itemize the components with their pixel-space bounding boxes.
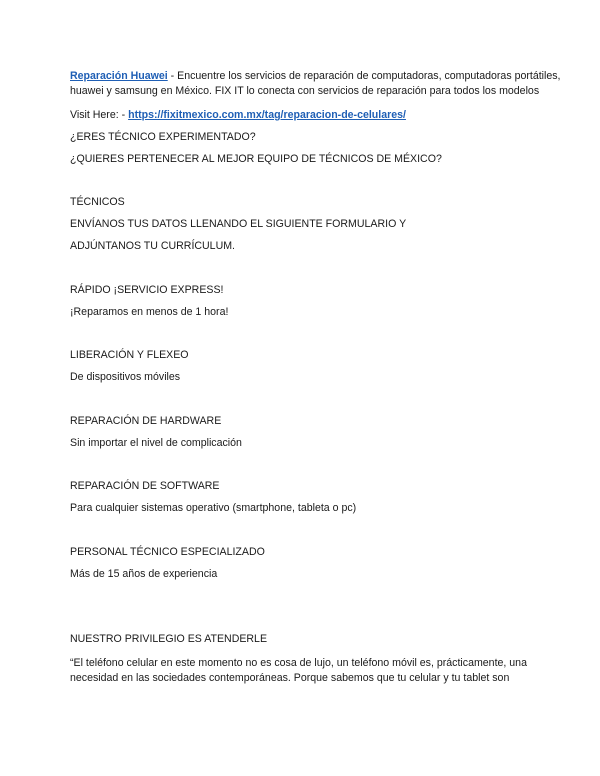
service-text-software: Para cualquier sistemas operativo (smartphone, tableta o pc) — [70, 502, 357, 514]
question-1: ¿ERES TÉCNICO EXPERIMENTADO? — [70, 131, 256, 143]
privilege-text-line-1: “El teléfono celular en este momento no es cosa de lujo, un teléfono móvil es, prácticamente, una — [70, 657, 527, 669]
tecnicos-heading: TÉCNICOS — [70, 196, 125, 208]
privilege-heading: NUESTRO PRIVILEGIO ES ATENDERLE — [70, 633, 268, 645]
intro-paragraph-line-2: huawei y samsung en México. FIX IT lo conecta con servicios de reparación para todos los modelos — [70, 85, 540, 97]
tecnicos-line-2: ADJÚNTANOS TU CURRÍCULUM. — [70, 240, 235, 252]
service-text-liberacion: De dispositivos móviles — [70, 371, 181, 383]
service-heading-software: REPARACIÓN DE SOFTWARE — [70, 480, 220, 492]
service-text-hardware: Sin importar el nivel de complicación — [70, 437, 242, 449]
intro-text-1: - Encuentre los servicios de reparación de computadoras, computadoras portátiles, — [167, 70, 561, 82]
service-text-express: ¡Reparamos en menos de 1 hora! — [70, 306, 229, 318]
visit-url-link[interactable]: https://fixitmexico.com.mx/tag/reparacion-de-celulares/ — [128, 109, 406, 121]
privilege-text-line-2: necesidad en las sociedades contemporáneas. Porque sabemos que tu celular y tu tablet son — [70, 672, 510, 684]
question-2: ¿QUIERES PERTENECER AL MEJOR EQUIPO DE TÉCNICOS DE MÉXICO? — [70, 153, 442, 165]
service-heading-express: RÁPIDO ¡SERVICIO EXPRESS! — [70, 284, 224, 296]
service-heading-liberacion: LIBERACIÓN Y FLEXEO — [70, 349, 189, 361]
reparacion-huawei-link[interactable]: Reparación Huawei — [70, 70, 168, 82]
service-heading-hardware: REPARACIÓN DE HARDWARE — [70, 415, 222, 427]
service-text-personal: Más de 15 años de experiencia — [70, 568, 218, 580]
visit-line — [70, 108, 540, 122]
tecnicos-line-1: ENVÍANOS TUS DATOS LLENANDO EL SIGUIENTE FORMULARIO Y — [70, 218, 407, 230]
visit-prefix: Visit Here: - — [70, 109, 129, 121]
intro-paragraph-line-1 — [70, 69, 561, 83]
service-heading-personal: PERSONAL TÉCNICO ESPECIALIZADO — [70, 546, 265, 558]
